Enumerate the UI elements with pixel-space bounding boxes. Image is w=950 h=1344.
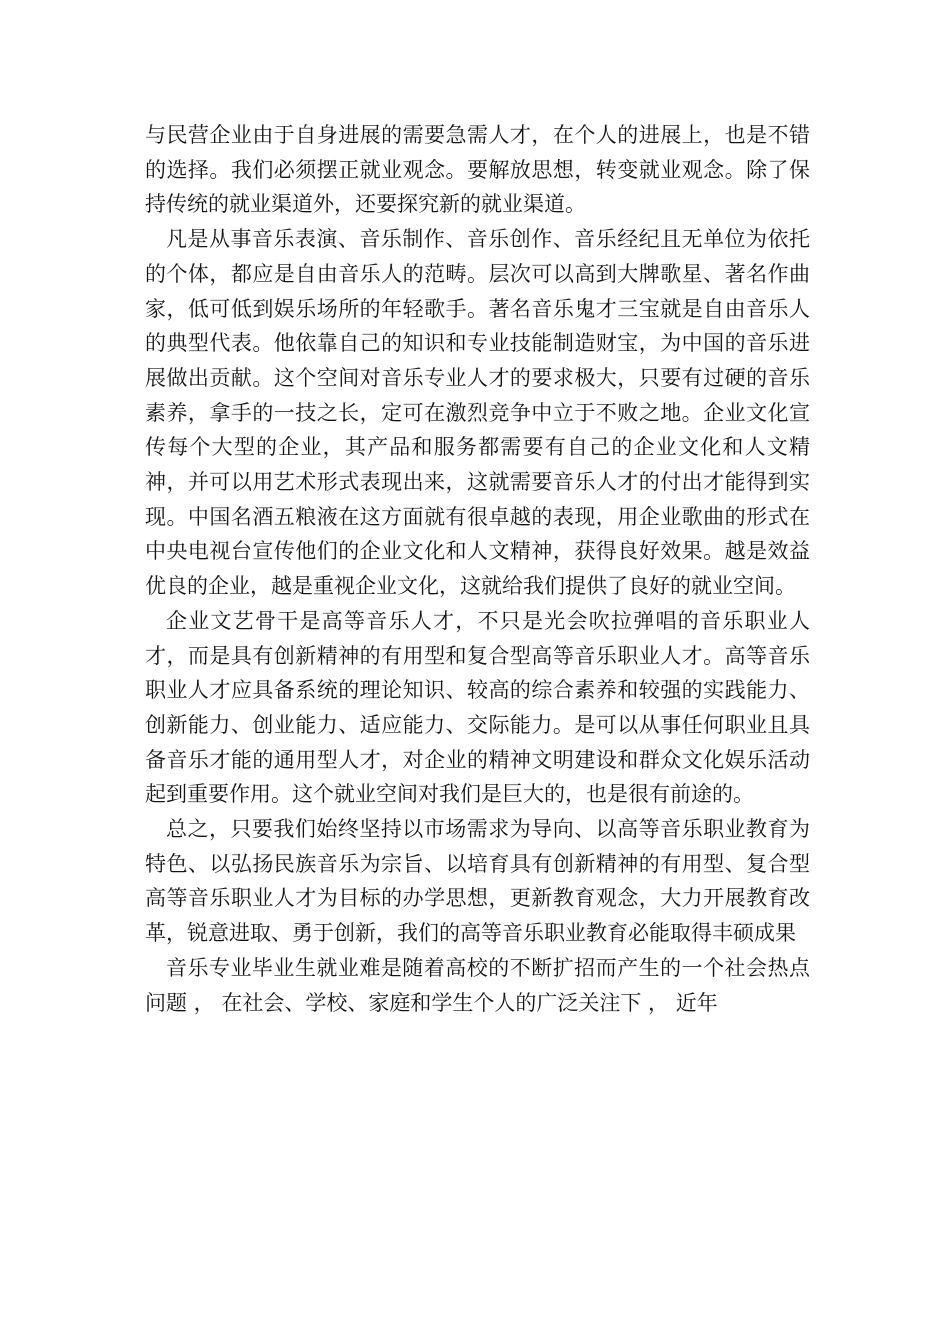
paragraph-4: 总之，只要我们始终坚持以市场需求为导向、以高等音乐职业教育为特色、以弘扬民族音乐为宗旨、以培育具有创新精神的有用型、复合型高等音乐职业人才为目标的办学思想，更新教育观念，大力开展教育改革，锐意进取、勇于创新，我们的高等音乐职业教育必能取得丰硕成果	[145, 817, 810, 946]
paragraph-1: 与民营企业由于自身进展的需要急需人才，在个人的进展上，也是不错的选择。我们必须摆正就业观念。要解放思想，转变就业观念。除了保持传统的就业渠道外，还要探究新的就业渠道。	[145, 123, 810, 217]
paragraph-2: 凡是从事音乐表演、音乐制作、音乐创作、音乐经纪且无单位为依托的个体，都应是自由音乐人的范畴。层次可以高到大牌歌星、著名作曲家，低可低到娱乐场所的年轻歌手。著名音乐鬼才三宝就是自由音乐人的典型代表。他依靠自己的知识和专业技能制造财宝，为中国的音乐进展做出贡献。这个空间对音乐专业人才的要求极大，只要有过硬的音乐素养，拿手的一技之长，定可在激烈竞争中立于不败之地。企业文化宣传每个大型的企业，其产品和服务都需要有自己的企业文化和人文精神，并可以用艺术形式表现出来，这就需要音乐人才的付出才能得到实现。中国名酒五粮液在这方面就有很卓越的表现，用企业歌曲的形式在中央电视台宣传他们的企业文化和人文精神，获得良好效果。越是效益优良的企业，越是重视企业文化，这就给我们提供了良好的就业空间。	[145, 227, 810, 599]
paragraph-5: 音乐专业毕业生就业难是随着高校的不断扩招而产生的一个社会热点问题 ， 在社会、学校、家庭和学生个人的广泛关注下 ， 近年	[145, 955, 810, 1015]
paragraph-3: 企业文艺骨干是高等音乐人才，不只是光会吹拉弹唱的音乐职业人才，而是具有创新精神的有用型和复合型高等音乐职业人才。高等音乐职业人才应具备系统的理论知识、较高的综合素养和较强的实践能力、创新能力、创业能力、适应能力、交际能力。是可以从事任何职业且具备音乐才能的通用型人才，对企业的精神文明建设和群众文化娱乐活动起到重要作用。这个就业空间对我们是巨大的，也是很有前途的。	[145, 608, 810, 807]
document-body	[145, 118, 810, 1020]
